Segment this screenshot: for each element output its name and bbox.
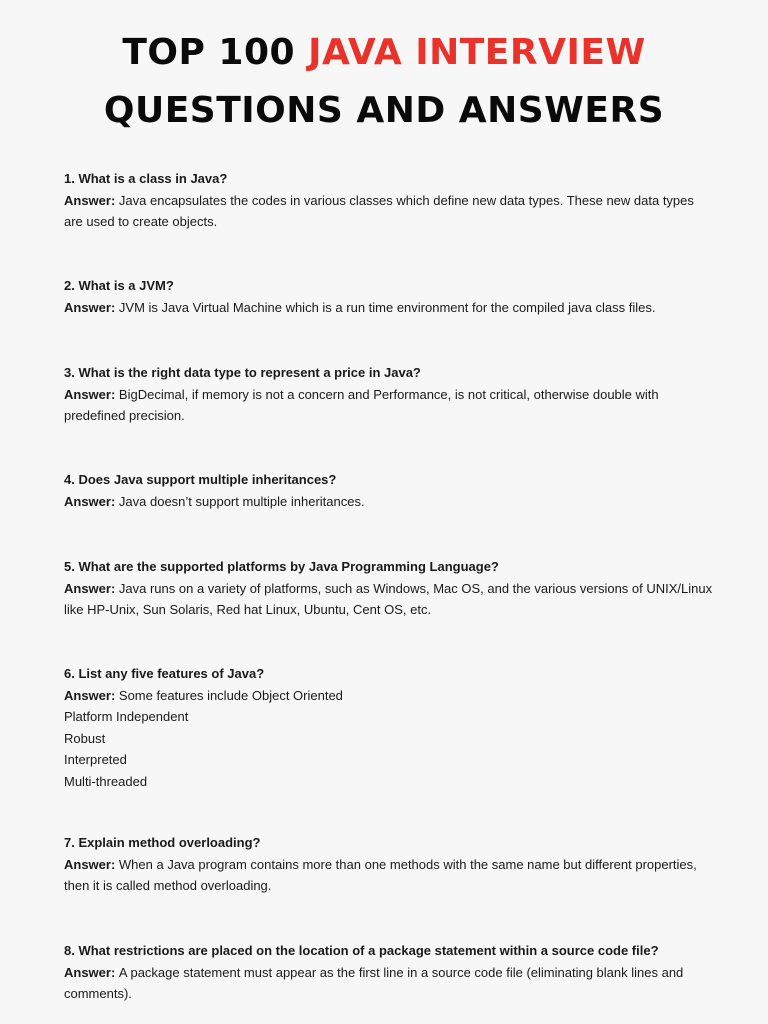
page-title [0, 24, 768, 140]
qa-item-5 [64, 556, 714, 621]
qa-item-4 [64, 469, 714, 512]
answer-label: Answer: [64, 964, 119, 980]
title-line-1 [0, 24, 768, 82]
answer-text: When a Java program contains more than one methods with the same name but different properties, then it is called method overloading. [64, 856, 697, 893]
answer-label: Answer: [64, 580, 119, 596]
qa-item-8 [64, 940, 714, 1005]
qa-item-7 [64, 832, 714, 897]
title-prefix: TOP 100 [122, 32, 309, 73]
answer-label: Answer: [64, 856, 119, 872]
answer-text: JVM is Java Virtual Machine which is a run time environment for the compiled java class files. [118, 299, 656, 315]
feature-item: Interpreted [64, 752, 127, 767]
answer-label: Answer: [64, 687, 119, 703]
answer-text: A package statement must appear as the first line in a source code file (eliminating blank lines and comments). [64, 964, 684, 1001]
question-text: 7. Explain method overloading? [64, 835, 261, 850]
question-text: 8. What restrictions are placed on the location of a package statement within a source code file? [64, 943, 659, 958]
answer-text: Some features include Object Oriented [118, 687, 343, 703]
answer-text: Java doesn’t support multiple inheritances. [118, 493, 365, 509]
question-text: 3. What is the right data type to represent a price in Java? [64, 365, 421, 380]
question-text: 1. What is a class in Java? [64, 171, 228, 186]
answer-text: Java encapsulates the codes in various classes which define new data types. These new data types are used to create objects. [64, 192, 694, 229]
answer-text: Java runs on a variety of platforms, such as Windows, Mac OS, and the various versions of UNIX/Linux like HP-Unix, Sun Solaris, Red hat Linux, Ubuntu, Cent OS, etc. [64, 580, 713, 617]
answer-label: Answer: [64, 493, 119, 509]
qa-item-1 [64, 168, 714, 233]
qa-item-2 [64, 275, 714, 318]
title-highlight: JAVA INTERVIEW [308, 32, 646, 73]
qa-item-6 [64, 663, 714, 792]
question-text: 4. Does Java support multiple inheritances? [64, 472, 337, 487]
feature-item: Robust [64, 730, 106, 746]
question-text: 2. What is a JVM? [64, 278, 174, 293]
answer-label: Answer: [64, 386, 119, 402]
question-text: 6. List any five features of Java? [64, 666, 265, 681]
feature-item: Multi-threaded [64, 773, 148, 789]
feature-item: Platform Independent [64, 709, 189, 724]
question-text: 5. What are the supported platforms by Java Programming Language? [64, 559, 499, 574]
answer-text: BigDecimal, if memory is not a concern and Performance, is not critical, otherwise double with predefined precision. [64, 386, 659, 423]
answer-label: Answer: [64, 192, 119, 208]
title-line-2: QUESTIONS AND ANSWERS [103, 90, 665, 131]
qa-item-3 [64, 362, 714, 427]
answer-label: Answer: [64, 299, 119, 315]
